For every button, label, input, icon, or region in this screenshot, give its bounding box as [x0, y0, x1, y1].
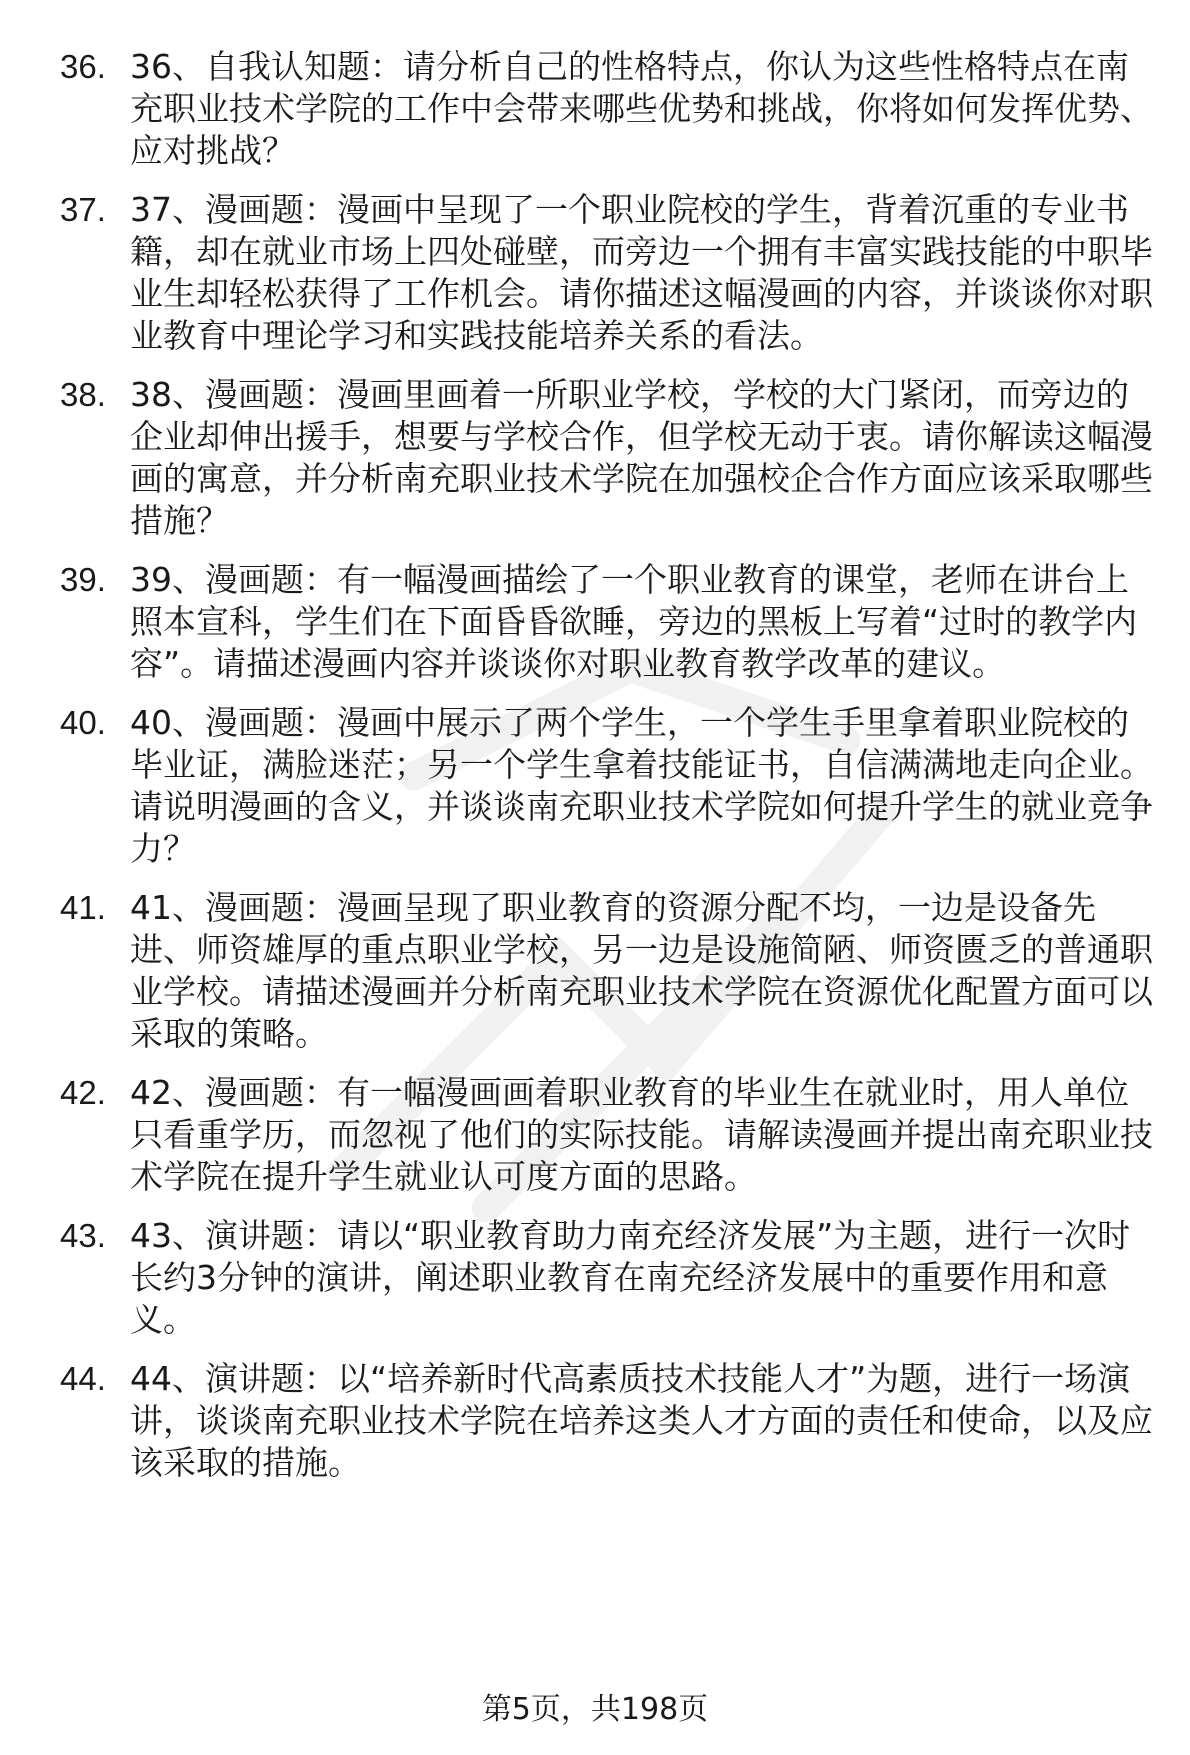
question-number: 44.: [60, 1360, 106, 1397]
question-text: 36、自我认知题：请分析自己的性格特点，你认为这些性格特点在南充职业技术学院的工作中会带来哪些优势和挑战，你将如何发挥优势、应对挑战？: [130, 47, 1153, 170]
question-number: 39.: [60, 561, 106, 598]
question-item: [0, 1358, 1190, 1484]
question-number: 40.: [60, 704, 106, 741]
question-text: 39、漫画题：有一幅漫画描绘了一个职业教育的课堂，老师在讲台上照本宣科，学生们在下面昏昏欲睡，旁边的黑板上写着“过时的教学内容”。请描述漫画内容并谈谈你对职业教育教学改革的建议。: [130, 560, 1138, 683]
page-number-label: 第5页，共198页: [481, 1692, 709, 1727]
question-text: 38、漫画题：漫画里画着一所职业学校，学校的大门紧闭，而旁边的企业却伸出援手，想要与学校合作，但学校无动于衷。请你解读这幅漫画的寓意，并分析南充职业技术学院在加强校企合作方面应该采取哪些措施？: [130, 375, 1153, 540]
question-number: 42.: [60, 1074, 106, 1111]
question-list: [0, 46, 1190, 1501]
page-footer: [0, 1690, 1190, 1730]
question-text: 44、演讲题：以“培养新时代高素质技术技能人才”为题，进行一场演讲，谈谈南充职业技术学院在培养这类人才方面的责任和使命，以及应该采取的措施。: [130, 1359, 1153, 1482]
question-text: 40、漫画题：漫画中展示了两个学生，一个学生手里拿着职业院校的毕业证，满脸迷茫；另一个学生拿着技能证书，自信满满地走向企业。请说明漫画的含义，并谈谈南充职业技术学院如何提升学生的就业竞争力？: [130, 703, 1153, 868]
question-number: 36.: [60, 48, 106, 85]
question-item: [0, 1215, 1190, 1341]
question-item: [0, 46, 1190, 172]
question-number: 41.: [60, 889, 106, 926]
question-text: 43、演讲题：请以“职业教育助力南充经济发展”为主题，进行一次时长约3分钟的演讲，阐述职业教育在南充经济发展中的重要作用和意义。: [130, 1216, 1131, 1339]
question-item: [0, 559, 1190, 685]
question-number: 38.: [60, 376, 106, 413]
question-item: [0, 887, 1190, 1055]
question-item: [0, 374, 1190, 542]
question-item: [0, 189, 1190, 357]
question-text: 42、漫画题：有一幅漫画画着职业教育的毕业生在就业时，用人单位只看重学历，而忽视了他们的实际技能。请解读漫画并提出南充职业技术学院在提升学生就业认可度方面的思路。: [130, 1073, 1153, 1196]
question-text: 37、漫画题：漫画中呈现了一个职业院校的学生，背着沉重的专业书籍，却在就业市场上四处碰壁，而旁边一个拥有丰富实践技能的中职毕业生却轻松获得了工作机会。请你描述这幅漫画的内容，并谈谈你对职业教育中理论学习和实践技能培养关系的看法。: [130, 190, 1153, 355]
question-text: 41、漫画题：漫画呈现了职业教育的资源分配不均，一边是设备先进、师资雄厚的重点职业学校，另一边是设施简陋、师资匮乏的普通职业学校。请描述漫画并分析南充职业技术学院在资源优化配置方面可以采取的策略。: [130, 888, 1153, 1053]
question-number: 37.: [60, 191, 106, 228]
question-number: 43.: [60, 1217, 106, 1254]
question-item: [0, 1072, 1190, 1198]
question-item: [0, 702, 1190, 870]
